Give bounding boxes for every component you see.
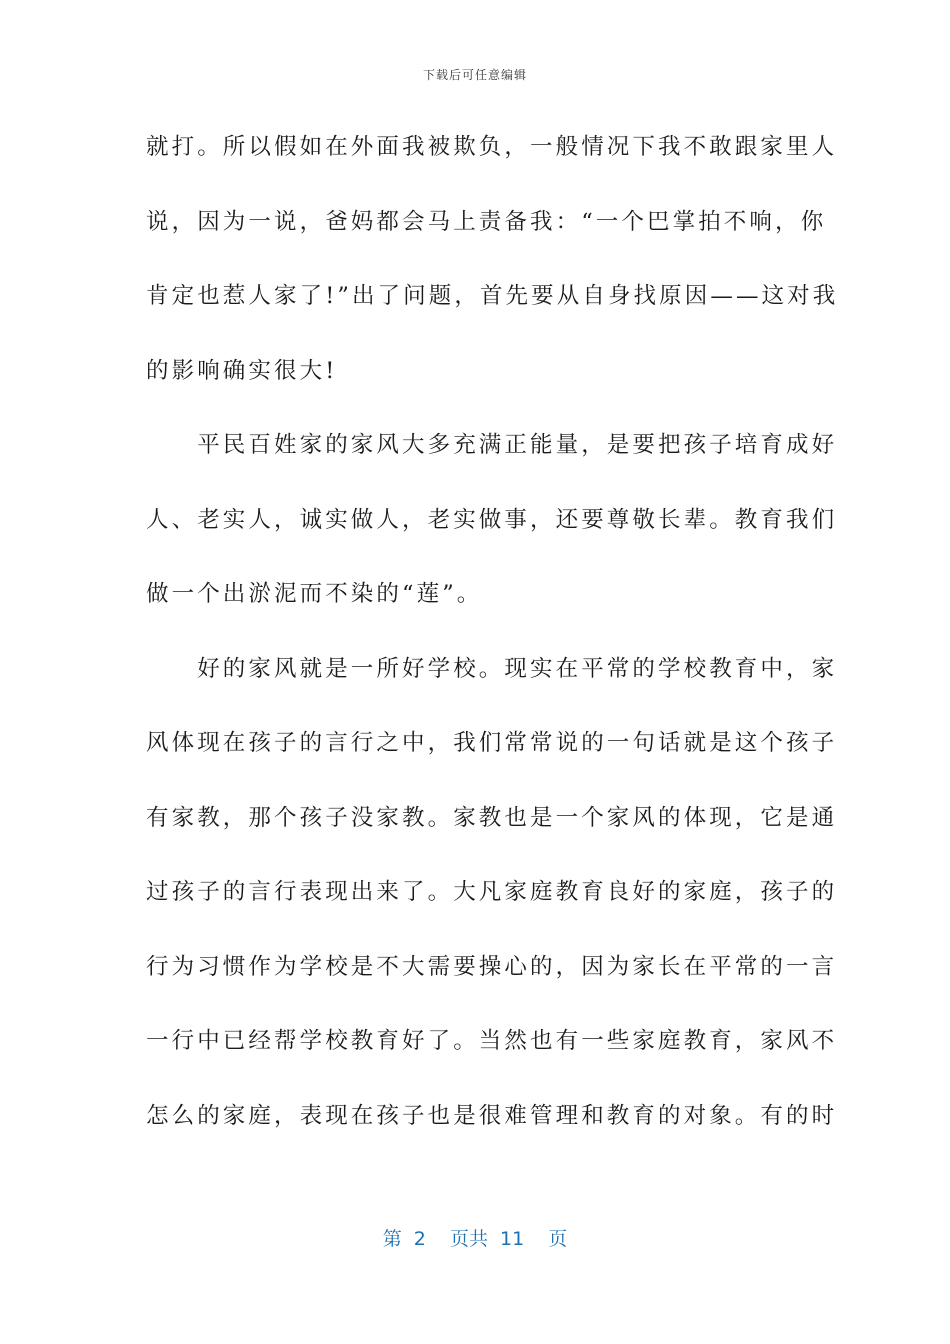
text-line: 好的家风就是一所好学校。现实在平常的学校教育中，家 xyxy=(146,655,838,682)
page-footer xyxy=(0,1224,950,1251)
text-line: 有家教，那个孩子没家教。家教也是一个家风的体现，它是通 xyxy=(146,804,838,831)
text-line: 一行中已经帮学校教育好了。当然也有一些家庭教育，家风不 xyxy=(146,1028,838,1054)
text-line: 说，因为一说，爸妈都会马上责备我：“一个巴掌拍不响，你 xyxy=(146,208,827,235)
text-line: 肯定也惹人家了!”出了问题，首先要从自身找原因——这对我 xyxy=(146,283,839,309)
body-text xyxy=(146,120,839,1163)
page-number-label: 第 2 页共 11 页 xyxy=(382,1228,568,1250)
text-line: 的影响确实很大! xyxy=(146,357,338,384)
text-line: 怎么的家庭，表现在孩子也是很难管理和教育的对象。有的时 xyxy=(146,1102,838,1129)
header-note: 下载后可任意编辑 xyxy=(422,68,527,82)
text-line: 人、老实人，诚实做人，老实做事，还要尊敬长辈。教育我们 xyxy=(146,506,838,533)
text-line: 过孩子的言行表现出来了。大凡家庭教育良好的家庭，孩子的 xyxy=(146,879,838,905)
text-line: 行为习惯作为学校是不大需要操心的，因为家长在平常的一言 xyxy=(146,953,838,980)
text-line: 做一个出淤泥而不染的“莲”。 xyxy=(146,581,483,607)
text-line: 平民百姓家的家风大多充满正能量，是要把孩子培育成好 xyxy=(146,432,838,458)
text-line: 就打。所以假如在外面我被欺负，一般情况下我不敢跟家里人 xyxy=(146,134,838,160)
text-line: 风体现在孩子的言行之中，我们常常说的一句话就是这个孩子 xyxy=(146,730,838,756)
